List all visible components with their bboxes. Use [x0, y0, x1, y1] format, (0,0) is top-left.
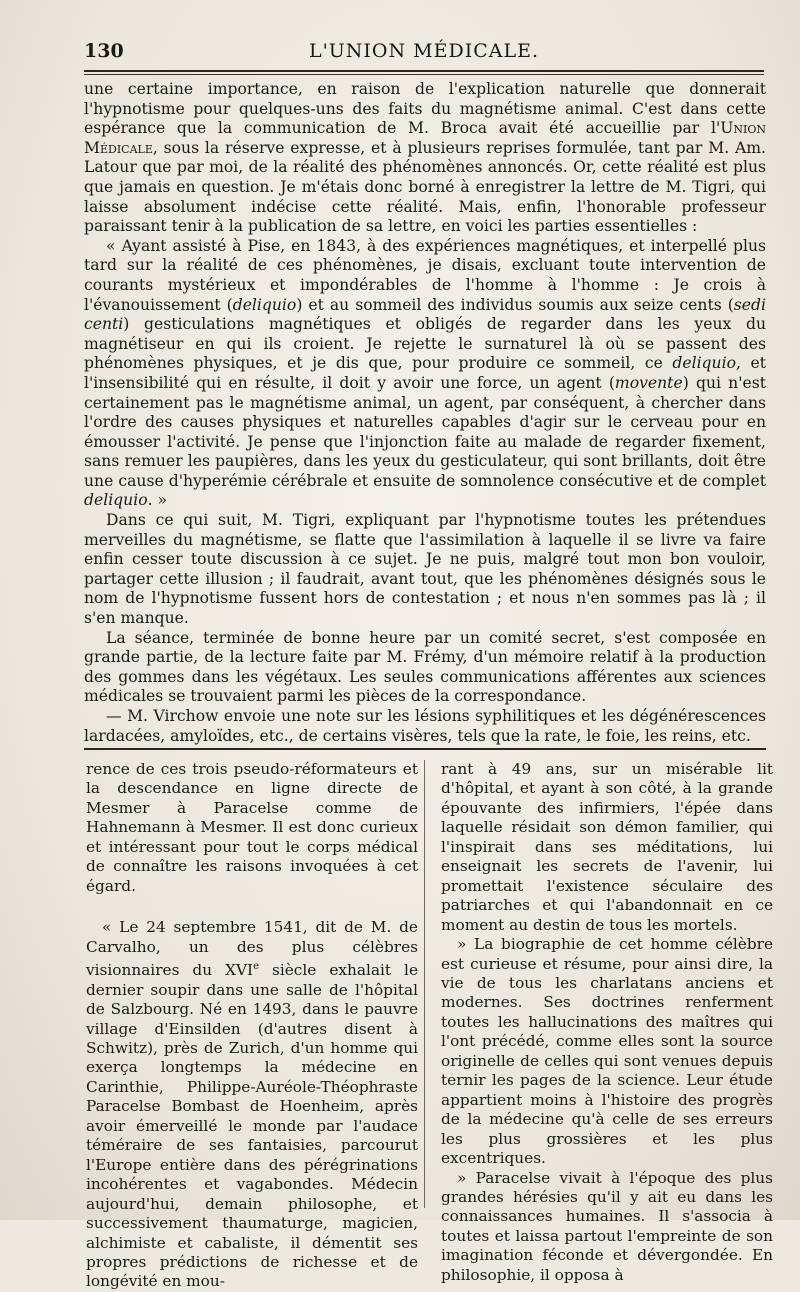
paragraph: La séance, terminée de bonne heure par un comité secret, s'est composée en grande partie, de la lecture faite par M. Frémy, d'un mémoire relatif à la production des gommes dans les végétaux. Les seules communications afférentes aux sciences médicales se trouvaient parmi les pièces de la correspondance. — [84, 628, 766, 706]
paragraph-gap — [86, 896, 418, 918]
header-rule — [84, 74, 764, 75]
text-run: « Ayant assisté à Pise, en 1843, à des expériences magnétiques, et interpellé plus tard sur la réalité de ces phénomènes, je disais, excluant toute intervention de courants mystérieux et impondérables de l'homme à l'homme : Je crois à l'évanouissement ( — [84, 236, 766, 314]
main-text-block — [84, 80, 766, 746]
paragraph: » La biographie de cet homme célèbre est curieuse et résume, pour ainsi dire, la vie de tous les charlatans anciens et modernes. Ses doctrines renferment toutes les hallucinations des maîtres qui l'ont précédé, comme elles sont la source originelle de celles qui sont venues depuis ternir les pages de la science. Leur étude appartient moins à l'histoire des progrès de la médecine qu'à celle de ses erreurs les plus grossières et les plus excentriques. — [441, 935, 773, 1168]
paragraph: — M. Virchow envoie une note sur les lésions syphilitiques et les dégénérescences lardacées, amyloïdes, etc., de certains visères, tels que la rate, le foie, les reins, etc. — [84, 707, 766, 745]
paragraph — [84, 80, 766, 237]
century-numeral: XVI — [225, 961, 254, 980]
text-run: siècle exhalait le dernier soupir dans une salle de l'hôpital de Salzbourg. Né en 1493, dans le pauvre village d'Einsilden (d'autres disent à Schwitz), près de Zurich, d'un homme qui exerça longtemps la médecine en Carinthie, Philippe-Auréole-Théophraste Paracelse Bombast de Hoenheim, après avoir émerveillé le monde par l'audace téméraire de ses fantaisies, parcourut l'Europe entière dans des pérégrinations incohérentes et vagabondes. Médecin aujourd'hui, demain philosophe, et successivement thaumaturge, magicien, alchimiste et cabaliste, il démentit ses propres prédictions de richesse et de longévité en mou- — [86, 961, 418, 1291]
right-column — [441, 760, 773, 1285]
page-number: 130 — [84, 40, 124, 62]
text-run: . » — [147, 491, 168, 510]
italic-term: deliquio — [84, 491, 148, 510]
italic-term: movente — [614, 373, 683, 392]
journal-name: Union Médicale — [84, 119, 766, 157]
paragraph: » Paracelse vivait à l'époque des plus grandes hérésies qu'il y ait eu dans les connaissances humaines. Il s'associa à toutes et laissa partout l'empreinte de son imagination féconde et dévergondée. En philosophie, il opposa à — [441, 1168, 773, 1284]
italic-term: deliquio — [232, 295, 297, 314]
page-header — [84, 36, 764, 72]
text-run: une certaine importance, en raison de l'explication naturelle que donnerait l'hypnotisme pour quelques-uns des faits du magnétisme animal. C'est dans cette espérance que la communication de M. Broca avait été accueillie par l' — [84, 80, 766, 138]
italic-term: sedi centi — [84, 295, 766, 334]
left-column — [86, 760, 418, 1292]
text-run: ) qui n'est certainement pas le magnétisme animal, un agent, par conséquent, à chercher dans l'ordre des causes physiques et naturelles capables d'agir sur le cerveau pour en émousser l'activité. Je pense que l'injonction faite au malade de regarder fixement, sans remuer les paupières, dans les yeux du gesticulateur, qui sont brillants, doit être une cause d'hyperémie cérébrale et ensuite de somnolence consécutive et de complet — [84, 373, 766, 490]
italic-term: deliquio — [672, 354, 736, 373]
superscript: e — [253, 961, 259, 973]
paragraph — [86, 918, 418, 1292]
column-rule — [424, 760, 425, 1208]
text-run: , sous la réserve expresse, et à plusieurs reprises formulée, tant par M. Am. Latour que par moi, de la réalité des phénomènes annoncés. Or, cette réalité est plus que jamais en question. Je m'étais donc borné à enregistrer la lettre de M. Tigri, qui laisse absolument indécise cette réalité. Mais, enfin, l'honorable professeur paraissant tenir à la publication de sa lettre, en voici les parties essentielles : — [84, 138, 766, 236]
running-title: L'UNION MÉDICALE. — [308, 40, 540, 62]
text-run: , et l'insensibilité qui en résulte, il doit y avoir une force, un agent ( — [84, 354, 766, 392]
section-divider — [84, 748, 766, 750]
paragraph: rant à 49 ans, sur un misérable lit d'hôpital, et ayant à son côté, à la grande épouvante des infirmiers, l'épée dans laquelle résidait son démon familier, qui l'inspirait dans ses méditations, lui enseignait les secrets de l'avenir, lui promettait l'existence séculaire des patriarches et qui l'abandonnait en ce moment au destin de tous les mortels. — [441, 760, 773, 934]
text-run: ) et au sommeil des individus soumis aux seize cents ( — [296, 295, 734, 314]
quoted-letter — [84, 237, 766, 511]
paragraph: Dans ce qui suit, M. Tigri, expliquant par l'hypnotisme toutes les prétendues merveilles du magnétisme, se flatte que l'assimilation à laquelle il se livre va faire enfin cesser toute discussion à ce sujet. Je ne puis, malgré tout mon bon vouloir, partager cette illusion ; il faudrait, avant tout, que les phénomènes désignés sous le nom de l'hypnotisme fussent hors de contestation ; et nous n'en sommes pas là ; il s'en manque. — [84, 511, 766, 628]
text-run: « Le 24 septembre 1541, dit de M. de Carvalho, un des plus célèbres visionnaires du — [86, 918, 418, 980]
text-run: ) gesticulations magnétiques et obligés de regarder dans les yeux du magnétiseur en qui ils croient. Je rejette le surnaturel là où se passent des phénomènes physiques, et je dis que, pour produire ce sommeil, ce — [84, 315, 766, 373]
paragraph: rence de ces trois pseudo-réformateurs et la descendance en ligne directe de Mesmer à Paracelse comme de Hahnemann à Mesmer. Il est donc curieux et intéressant pour tout le corps médical de connaître les raisons invoquées à cet égard. — [86, 760, 418, 895]
